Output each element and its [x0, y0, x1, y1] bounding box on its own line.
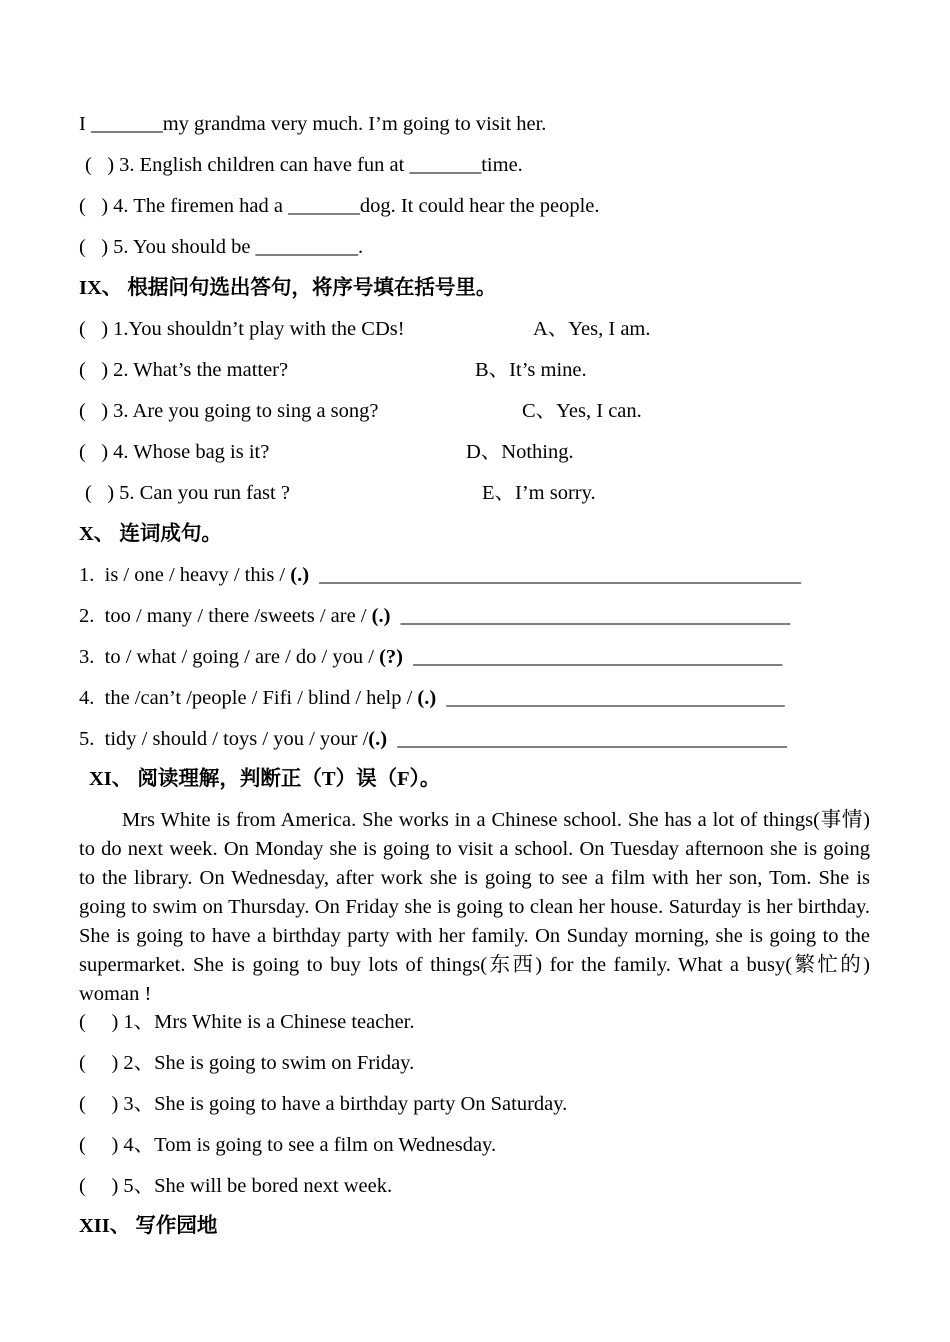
answer-blank: ____________________________________ [402, 646, 783, 668]
match-question-4: ( ) 4. Whose bag is it? [79, 441, 270, 463]
fill-blank-line-grandma: I _______my grandma very much. I’m going to visit her. [79, 113, 547, 135]
section-12-heading: XII、 写作园地 [79, 1215, 218, 1237]
word-order-item-1 [79, 563, 801, 587]
answer-blank: _________________________________ [436, 687, 785, 709]
fill-blank-question-5: ( ) 5. You should be __________. [79, 236, 364, 258]
match-question-5: ( ) 5. Can you run fast ? [85, 482, 290, 504]
answer-blank: _______________________________________________ [309, 564, 802, 586]
section-10-heading: X、 连词成句。 [79, 523, 222, 545]
word-order-item-4 [79, 686, 785, 710]
word-order-item-2 [79, 604, 790, 628]
word-order-words: 4. the /can’t /people / Fifi / blind / help / [79, 687, 418, 709]
match-answer-d: D、Nothing. [466, 441, 574, 463]
word-order-words: 3. to / what / going / are / do / you / [79, 646, 380, 668]
answer-blank: ______________________________________ [387, 728, 787, 750]
word-order-punct: (.) [290, 564, 310, 586]
judge-statement-1: ( ) 1、Mrs White is a Chinese teacher. [79, 1011, 415, 1033]
word-order-punct: (.) [417, 687, 437, 709]
match-answer-e: E、I’m sorry. [482, 482, 596, 504]
match-question-3: ( ) 3. Are you going to sing a song? [79, 400, 379, 422]
fill-blank-question-4: ( ) 4. The firemen had a _______dog. It could hear the people. [79, 195, 600, 217]
word-order-punct: (.) [371, 605, 391, 627]
word-order-words: 2. too / many / there /sweets / are / [79, 605, 372, 627]
match-answer-b: B、It’s mine. [475, 359, 587, 381]
word-order-words: 5. tidy / should / toys / you / your / [79, 728, 369, 750]
answer-blank: ______________________________________ [390, 605, 791, 627]
fill-blank-question-3: ( ) 3. English children can have fun at _______time. [85, 154, 523, 176]
reading-passage [79, 806, 870, 1009]
word-order-punct: (.) [368, 728, 388, 750]
word-order-words: 1. is / one / heavy / this / [79, 564, 291, 586]
reading-passage-text: Mrs White is from America. She works in a Chinese school. She has a lot of things(事情) to do next week. On Monday she is going to visit a school. On Tuesday afternoon she is going to the library. On Wednesday, after work she is going to see a film with her son, Tom. She is going to swim on Thursday. On Friday she is going to clean her house. Saturday is her birthday. She is going to have a birthday party with her family. On Sunday morning, she is going to the supermarket. She is going to buy lots of things(东西) for the family. What a busy(繁忙的) woman ! [79, 809, 870, 1005]
judge-statement-3: ( ) 3、She is going to have a birthday party On Saturday. [79, 1093, 568, 1115]
word-order-item-5 [79, 727, 787, 751]
judge-statement-4: ( ) 4、Tom is going to see a film on Wednesday. [79, 1134, 497, 1156]
judge-statement-2: ( ) 2、She is going to swim on Friday. [79, 1052, 415, 1074]
judge-statement-5: ( ) 5、She will be bored next week. [79, 1175, 393, 1197]
match-question-1: ( ) 1.You shouldn’t play with the CDs! [79, 318, 405, 340]
section-9-heading: IX、 根据问句选出答句，将序号填在括号里。 [79, 277, 497, 299]
section-11-heading: XI、 阅读理解，判断正（T）误（F）。 [89, 768, 441, 790]
match-answer-a: A、Yes, I am. [533, 318, 651, 340]
word-order-punct: (?) [379, 646, 403, 668]
match-answer-c: C、Yes, I can. [522, 400, 642, 422]
match-question-2: ( ) 2. What’s the matter? [79, 359, 289, 381]
word-order-item-3 [79, 645, 782, 669]
